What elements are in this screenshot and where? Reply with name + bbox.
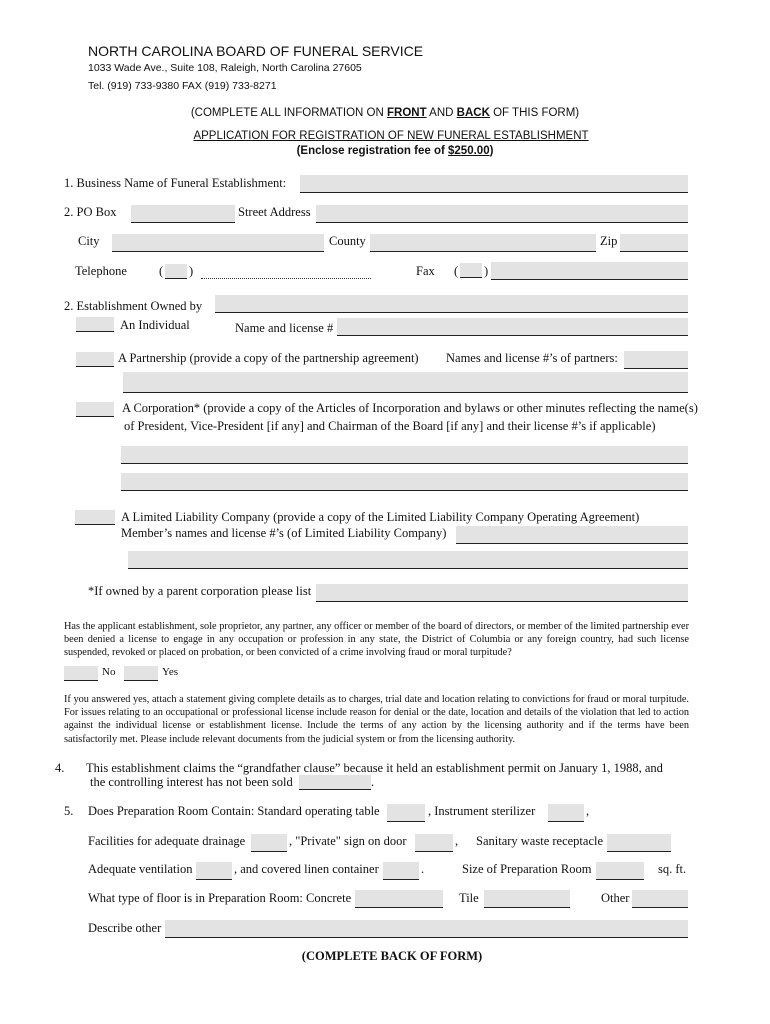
answer-yes-box[interactable] — [124, 666, 158, 681]
county-field[interactable] — [370, 234, 596, 252]
sterilizer-comma: , — [586, 804, 590, 818]
partnership-checkbox[interactable] — [76, 352, 114, 367]
s4-number: 4. — [55, 761, 65, 775]
zip-field[interactable] — [620, 234, 688, 252]
corporation-checkbox[interactable] — [76, 402, 114, 417]
tile-label: Tile — [459, 891, 479, 905]
concrete-field[interactable] — [355, 890, 443, 908]
board-title: NORTH CAROLINA BOARD OF FUNERAL SERVICE — [88, 43, 424, 59]
tel-paren-open: ( — [159, 264, 164, 278]
linen-container-label: , and covered linen container — [234, 862, 379, 876]
po-box-field[interactable] — [131, 205, 235, 223]
fax-area-code-field[interactable] — [460, 263, 482, 278]
sterilizer-field[interactable] — [548, 804, 584, 822]
other-field[interactable] — [632, 890, 688, 908]
instr-and: AND — [426, 107, 457, 119]
llc-line1: A Limited Liability Company (provide a copy of the Limited Liability Company Operating Agreement) — [121, 510, 640, 524]
waste-receptacle-field[interactable] — [607, 834, 671, 852]
fax-paren-open: ( — [454, 264, 459, 278]
city-label: City — [78, 234, 100, 248]
business-name-label: 1. Business Name of Funeral Establishment: — [64, 176, 287, 190]
floor-type-label: What type of floor is in Preparation Room: Concrete — [88, 891, 352, 905]
corporation-line2: of President, Vice-President [if any] and Chairman of the Board [if any] and their license #’s if applicable) — [124, 419, 656, 433]
llc-members-field-2[interactable] — [128, 551, 688, 569]
describe-other-label: Describe other — [88, 921, 162, 935]
partners-field-line2[interactable] — [123, 372, 688, 393]
fee-post: ) — [489, 145, 494, 157]
parent-corp-label: *If owned by a parent corporation please list — [88, 584, 312, 598]
fax-label: Fax — [416, 264, 435, 278]
po-box-label: 2. PO Box — [64, 205, 117, 219]
street-label: Street Address — [238, 205, 311, 219]
business-name-field[interactable] — [300, 175, 688, 193]
complete-back-note: (COMPLETE BACK OF FORM) — [301, 949, 483, 963]
telephone-number-field[interactable] — [201, 278, 371, 279]
corporation-field-2[interactable] — [121, 473, 688, 491]
llc-members-field[interactable] — [456, 526, 688, 544]
linen-period: . — [421, 862, 425, 876]
owned-by-label: 2. Establishment Owned by — [64, 299, 203, 313]
board-address: 1033 Wade Ave., Suite 108, Raleigh, North Carolina 27605 — [88, 62, 362, 74]
partners-field[interactable] — [624, 351, 688, 369]
county-label: County — [329, 234, 366, 248]
grandfather-line2: the controlling interest has not been sold — [90, 775, 293, 789]
partnership-label: A Partnership (provide a copy of the partnership agreement) — [118, 351, 419, 365]
board-phone: Tel. (919) 733-9380 FAX (919) 733-8271 — [88, 80, 277, 92]
s5-number: 5. — [64, 804, 74, 818]
room-size-label: Size of Preparation Room — [462, 862, 592, 876]
other-label: Other — [601, 891, 630, 905]
llc-line2: Member’s names and license #’s (of Limited Liability Company) — [121, 526, 447, 540]
drainage-field[interactable] — [251, 834, 287, 852]
fax-paren-close: ) — [484, 264, 489, 278]
grandfather-line1: This establishment claims the “grandfather clause” because it held an establishment permit on January 1, 1988, and — [86, 761, 663, 775]
instr-front: FRONT — [387, 107, 427, 119]
room-size-field[interactable] — [596, 862, 644, 880]
private-sign-field[interactable] — [415, 834, 453, 852]
fax-number-field[interactable] — [491, 262, 688, 280]
fee-amount: $250.00 — [448, 145, 490, 157]
yes-followup-instructions: If you answered yes, attach a statement giving complete details as to charges, trial date and location relating to convictions for fraud or moral turpitude. For issues relating to an occupational or professional license include reason for denial or the date, location and details of the violation that led to action against the individual license or establishment license. Include the terms of any action by the licensing authority and if the terms have been satisfactorily met. Please include relevant documents from the judicial system or from the licensing authority. — [64, 694, 689, 745]
disciplinary-question: Has the applicant establishment, sole proprietor, any partner, any officer or member of the board of directors, or member of the limited partnership ever been denied a license to engage in any occupation or profession in any state, the District of Columbia or any foreign country, had such license suspended, revoked or placed on probation, or been convicted of a crime involving fraud or moral turpitude? — [64, 621, 689, 659]
instr-back: BACK — [456, 107, 490, 119]
private-sign-label: , "Private" sign on door — [289, 834, 407, 848]
describe-other-field[interactable] — [165, 920, 688, 938]
telephone-label: Telephone — [75, 264, 127, 278]
instructions — [0, 107, 770, 119]
drainage-label: Facilities for adequate drainage — [88, 834, 246, 848]
prep-room-question: Does Preparation Room Contain: Standard operating table — [88, 804, 380, 818]
sterilizer-label: , Instrument sterilizer — [428, 804, 536, 818]
name-license-label: Name and license # — [235, 321, 334, 335]
fee-line — [0, 145, 770, 157]
fee-pre: (Enclose registration fee of — [296, 145, 449, 157]
linen-container-field[interactable] — [383, 862, 419, 880]
ventilation-label: Adequate ventilation — [88, 862, 193, 876]
answer-no-label: No — [102, 666, 116, 678]
name-license-field[interactable] — [337, 318, 688, 336]
ventilation-field[interactable] — [196, 862, 232, 880]
waste-receptacle-label: Sanitary waste receptacle — [476, 834, 604, 848]
grandfather-period: . — [371, 775, 375, 789]
individual-checkbox[interactable] — [76, 317, 114, 332]
tel-paren-close: ) — [189, 264, 194, 278]
answer-yes-label: Yes — [162, 666, 179, 678]
sign-comma: , — [455, 834, 459, 848]
instr-post: OF THIS FORM) — [489, 107, 580, 119]
partners-label: Names and license #’s of partners: — [446, 351, 618, 365]
application-title: APPLICATION FOR REGISTRATION OF NEW FUNERAL ESTABLISHMENT — [193, 130, 589, 142]
operating-table-field[interactable] — [387, 804, 425, 822]
owned-by-field[interactable] — [215, 295, 688, 313]
tile-field[interactable] — [484, 890, 570, 908]
tel-area-code-field[interactable] — [165, 264, 187, 279]
city-field[interactable] — [112, 234, 324, 252]
street-field[interactable] — [316, 205, 688, 223]
instr-pre: (COMPLETE ALL INFORMATION ON — [190, 107, 388, 119]
sqft-label: sq. ft. — [658, 862, 687, 876]
corporation-line1: A Corporation* (provide a copy of the Articles of Incorporation and bylaws or other minutes reflecting the name(s) — [122, 401, 698, 415]
llc-checkbox[interactable] — [75, 510, 115, 525]
answer-no-box[interactable] — [64, 666, 98, 681]
individual-label: An Individual — [120, 318, 190, 332]
zip-label: Zip — [600, 234, 618, 248]
grandfather-field[interactable] — [299, 775, 371, 790]
parent-corp-field[interactable] — [316, 584, 688, 602]
corporation-field-1[interactable] — [121, 446, 688, 464]
